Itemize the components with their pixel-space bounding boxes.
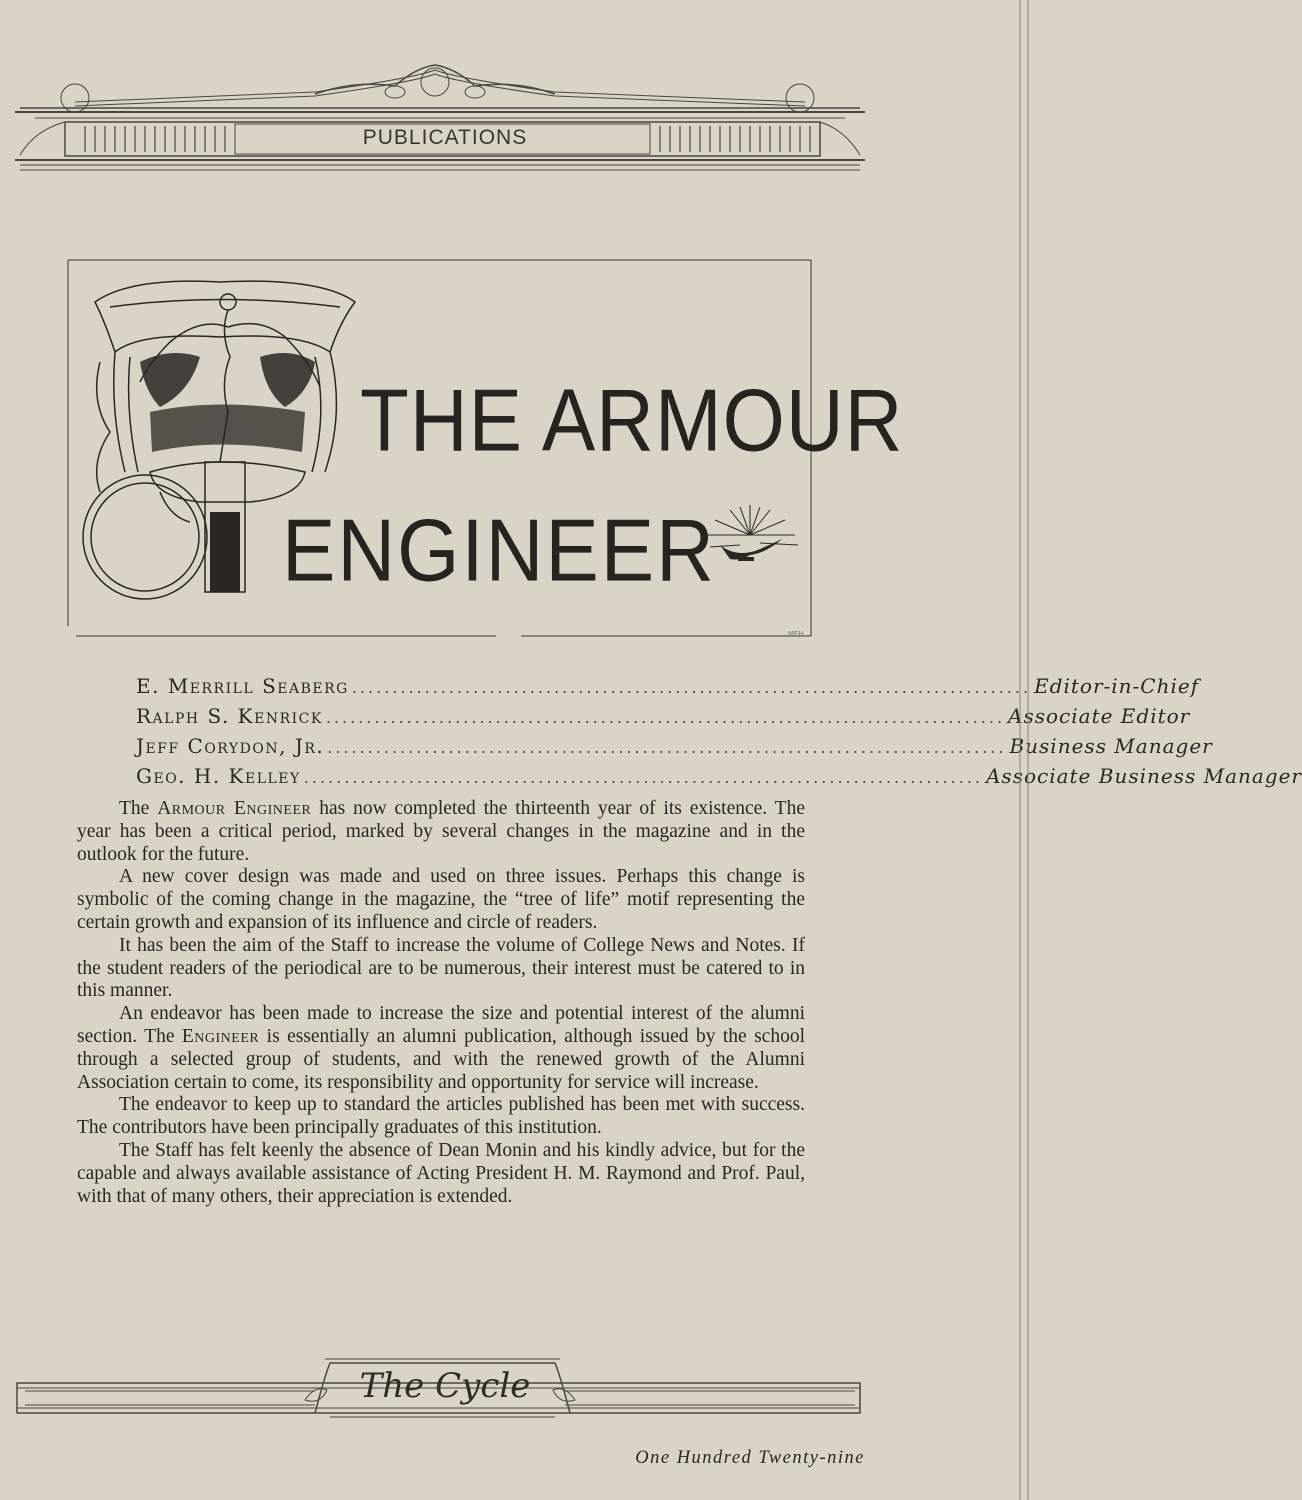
text-run: has now completed the thirteenth year of its existence. The year has been a critical period, marked by several changes in the magazine and in the outlook for the future. [77, 798, 805, 865]
paragraph: It has been the aim of the Staff to increase the volume of College News and Notes. If the student readers of the periodical are to be numerous, their interest must be catered to in this manner. [77, 934, 805, 1002]
staff-name: Jeff Corydon, Jr. [136, 734, 325, 758]
page-number: One Hundred Twenty-nine [635, 1448, 865, 1468]
artist-mark: MEH [788, 630, 804, 638]
leader-dots: .................................................................................... [351, 678, 1032, 697]
staff-row [136, 764, 1302, 794]
staff-name: Ralph S. Kenrick [136, 704, 323, 728]
header-ornament [15, 60, 865, 175]
page-edge-decoration [1010, 0, 1033, 1500]
paragraph: A new cover design was made and used on three issues. Perhaps this change is symbolic of the coming change in the magazine, the “tree of life” motif representing the certain growth and expansion of its influence and circle of readers. [77, 866, 805, 933]
staff-row [136, 734, 1213, 764]
publication-name: Engineer [181, 1025, 260, 1047]
paragraph [77, 1003, 805, 1094]
leader-dots: .................................................................................... [327, 738, 1007, 757]
text-run: is essentially an alumni publication, although issued by the school through a selected group of students, and with the renewed growth of the Alumni Association certain to come, its responsibility and opportunity for service will increase. [77, 1025, 805, 1093]
staff-role: Associate Editor [1008, 704, 1191, 728]
title-line-1: THE ARMOUR [360, 371, 904, 469]
staff-role: Business Manager [1009, 734, 1213, 758]
staff-role: Editor-in-Chief [1034, 674, 1200, 698]
staff-role: Associate Business Manager [985, 764, 1302, 788]
staff-name: E. Merrill Seaberg [136, 674, 349, 698]
paragraph: The endeavor to keep up to standard the articles published has been met with success. The contributors have been principally graduates of this institution. [77, 1094, 805, 1139]
staff-row [136, 704, 1191, 734]
footer-title: The Cycle [359, 1366, 531, 1406]
lamp-icon [700, 505, 800, 575]
title-line-2: ENGINEER [282, 501, 716, 599]
text-run: The [119, 798, 158, 819]
staff-row [136, 674, 1200, 704]
leader-dots: .................................................................................... [303, 768, 983, 787]
publication-name: Armour Engineer [157, 798, 312, 819]
section-title: PUBLICATIONS [362, 126, 528, 149]
leader-dots: .................................................................................... [325, 708, 1006, 727]
paragraph [77, 798, 805, 866]
staff-list [136, 674, 1302, 794]
text-run: An endeavor has been made to increase the size and potential interest of the alumni section. The [77, 1003, 805, 1047]
paragraph: The Staff has felt keenly the absence of Dean Monin and his kindly advice, but for the capable and always available assistance of Acting President H. M. Raymond and Prof. Paul, with that of many others, their appreciation is extended. [77, 1139, 805, 1207]
article-body [77, 798, 805, 1208]
staff-name: Geo. H. Kelley [136, 764, 301, 788]
